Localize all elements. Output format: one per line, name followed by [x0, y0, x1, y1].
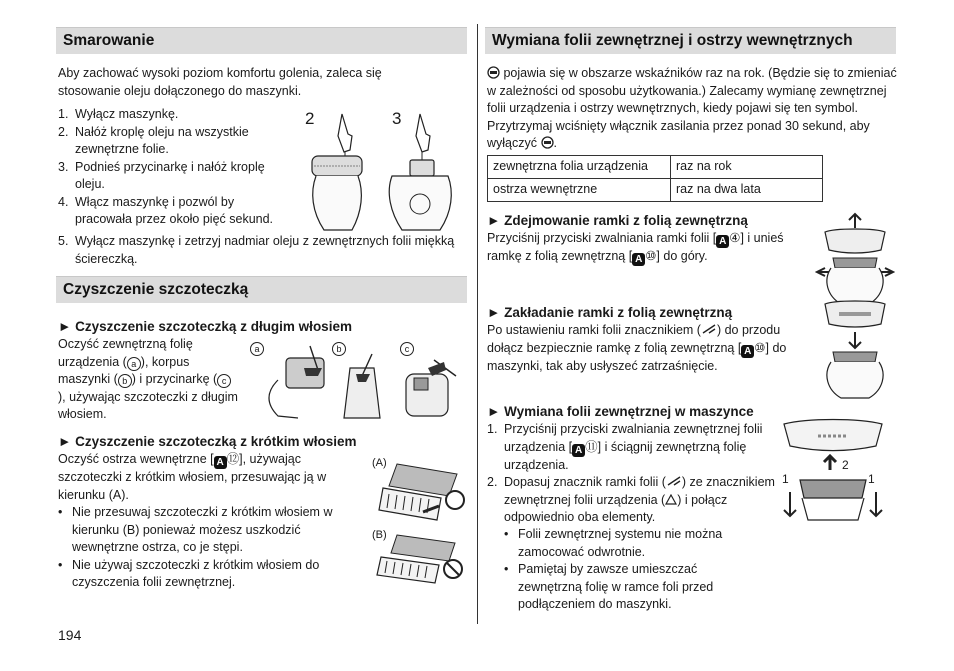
reference-badge: A — [214, 456, 227, 469]
section-header-lubrication — [56, 27, 467, 54]
lubrication-steps — [58, 106, 290, 229]
step-item: 2. Nałóż kroplę oleju na wszystkie zewnętrzne folie. — [58, 124, 249, 156]
reference-badge: A — [716, 235, 729, 248]
brush-body-illustration — [332, 352, 402, 422]
bullet-item: • Pamiętaj by zawsze umieszczać zewnętrzną folię w ramce foli przed podłączeniem do maszynki. — [504, 561, 744, 614]
replacement-schedule-table — [487, 155, 823, 202]
brush-trimmer-illustration — [398, 356, 464, 420]
replace-foil-illustration — [778, 418, 888, 522]
figure-label: 2 — [842, 458, 849, 472]
figure-number: 3 — [392, 109, 402, 128]
attach-frame-illustration — [815, 300, 895, 400]
replace-foil-steps — [487, 421, 775, 527]
figure-label: 1 — [782, 472, 789, 486]
attach-frame-text: Po ustawieniu ramki folii znacznikiem ( ) do przodu dołącz bezpiecznie ramkę z folią zewnętrzną [ A ⑩] do maszynki, tak aby usłyszeć zatrzaśnięcie. — [487, 323, 787, 373]
figure-label: (A) — [372, 457, 387, 469]
table-row — [488, 179, 823, 202]
replacement-indicator-icon — [487, 66, 500, 79]
circle-label: b — [118, 374, 132, 388]
circle-label: c — [217, 374, 231, 388]
step-item: 4. Włącz maszynkę i pozwól by pracowała przez około pięć sekund. — [58, 194, 274, 226]
section-header-brush-cleaning — [56, 276, 467, 303]
long-brush-text: Oczyść zewnętrzną folię urządzenia ( a ), korpus maszynki ( b ) i przycinarkę ( c), używając szczoteczki z długim włosiem. — [58, 337, 238, 421]
figure-label-a: a — [250, 342, 264, 356]
section-header-replacement — [485, 27, 896, 54]
page-number: 194 — [58, 627, 82, 643]
subsection-remove-frame: ► Zdejmowanie ramki z folią zewnętrzną — [487, 213, 748, 228]
short-brush-text: Oczyść ostrza wewnętrzne [ A ⑫], używając szczoteczki z krótkim włosiem, przesuwając ją w kierunku (A). — [58, 452, 327, 502]
step-item: 5. Wyłącz maszynkę i zetrzyj nadmiar oleju z zewnętrznych folii miękką ściereczką. — [58, 234, 455, 266]
figure-label-b: b — [332, 342, 346, 356]
section-title: Czyszczenie szczoteczką — [63, 281, 249, 298]
power-off-icon — [541, 136, 554, 149]
table-cell: zewnętrzna folia urządzenia — [488, 156, 671, 179]
step-item: 3. Podnieś przycinarkę i nałóż kroplę oleju. — [58, 159, 265, 191]
section-title: Smarowanie — [63, 32, 155, 49]
column-divider — [477, 24, 478, 624]
bullet-item: • Folii zewnętrznej systemu nie można zamocować odwrotnie. — [504, 526, 744, 561]
subsection-replace-foil: ► Wymiana folii zewnętrznej w maszynce — [487, 404, 754, 419]
brush-foil-illustration — [258, 340, 338, 420]
step-item: 1. Wyłącz maszynkę. — [58, 107, 179, 121]
short-brush-bullets — [58, 504, 350, 592]
circle-label: a — [127, 357, 141, 371]
triangle-mark-icon — [665, 494, 677, 505]
subsection-short-brush: ► Czyszczenie szczoteczką z krótkim włosiem — [58, 434, 357, 449]
section-title: Wymiana folii zewnętrznej i ostrzy wewnętrznych — [492, 32, 853, 49]
figure-label: 1 — [868, 472, 875, 486]
replacement-intro: pojawia się w obszarze wskaźników raz na rok. (Będzie się to zmieniać w zależności od sposobu użytkowania.) Zalecamy wymianę zewnętrznej folii urządzenia i ostrzy wewnętrznych, kiedy pojawi się ten symbol. Przytrzymaj wciśnięty włącznik zasilania przez ponad 30 sekund, aby wyłączyć . — [487, 66, 897, 150]
oil-foil-illustration — [300, 109, 380, 232]
figure-label-c: c — [400, 342, 414, 356]
remove-frame-text: Przyciśnij przyciski zwalniania ramki folii [ A ④] i unieś ramkę z folią zewnętrzną [ A ⑩] do góry. — [487, 231, 784, 265]
reference-badge: A — [632, 253, 645, 266]
remove-frame-illustration — [815, 210, 895, 306]
table-cell: raz na dwa lata — [671, 179, 823, 202]
bullet-item: • Nie używaj szczoteczki z krótkim włosiem do czyszczenia folii zewnętrznej. — [58, 557, 350, 592]
table-cell: ostrza wewnętrzne — [488, 179, 671, 202]
step-item: 1. Przyciśnij przyciski zwalniania zewnętrznej folii urządzenia [ A ⑪] i ściągnij zewnętrzną folię urządzenia. — [487, 422, 763, 472]
figure-number: 2 — [305, 109, 315, 128]
brush-direction-a-illustration — [375, 462, 467, 524]
table-cell: raz na rok — [671, 156, 823, 179]
reference-badge: A — [572, 444, 585, 457]
oil-trimmer-illustration — [382, 109, 462, 232]
frame-mark-icon — [701, 323, 717, 335]
subsection-long-brush: ► Czyszczenie szczoteczką z długim włosiem — [58, 319, 352, 334]
lubrication-intro: Aby zachować wysoki poziom komfortu golenia, zaleca się stosowanie oleju dołączonego do maszynki. — [58, 66, 382, 98]
table-row — [488, 156, 823, 179]
reference-badge: A — [741, 345, 754, 358]
frame-mark-icon — [666, 475, 682, 487]
figure-label: (B) — [372, 529, 387, 541]
subsection-attach-frame: ► Zakładanie ramki z folią zewnętrzną — [487, 305, 733, 320]
bullet-item: • Nie przesuwaj szczoteczki z krótkim włosiem w kierunku (B) ponieważ możesz uszkodzić wewnętrzne ostrza, co je stępi. — [58, 504, 350, 557]
replace-foil-bullets — [504, 526, 744, 614]
brush-direction-b-illustration — [375, 533, 467, 585]
step-item: 2. Dopasuj znacznik ramki folii ( ) ze znacznikiem zewnętrznej folii urządzenia ( ) i połącz odpowiednio oba elementy. — [487, 475, 775, 524]
